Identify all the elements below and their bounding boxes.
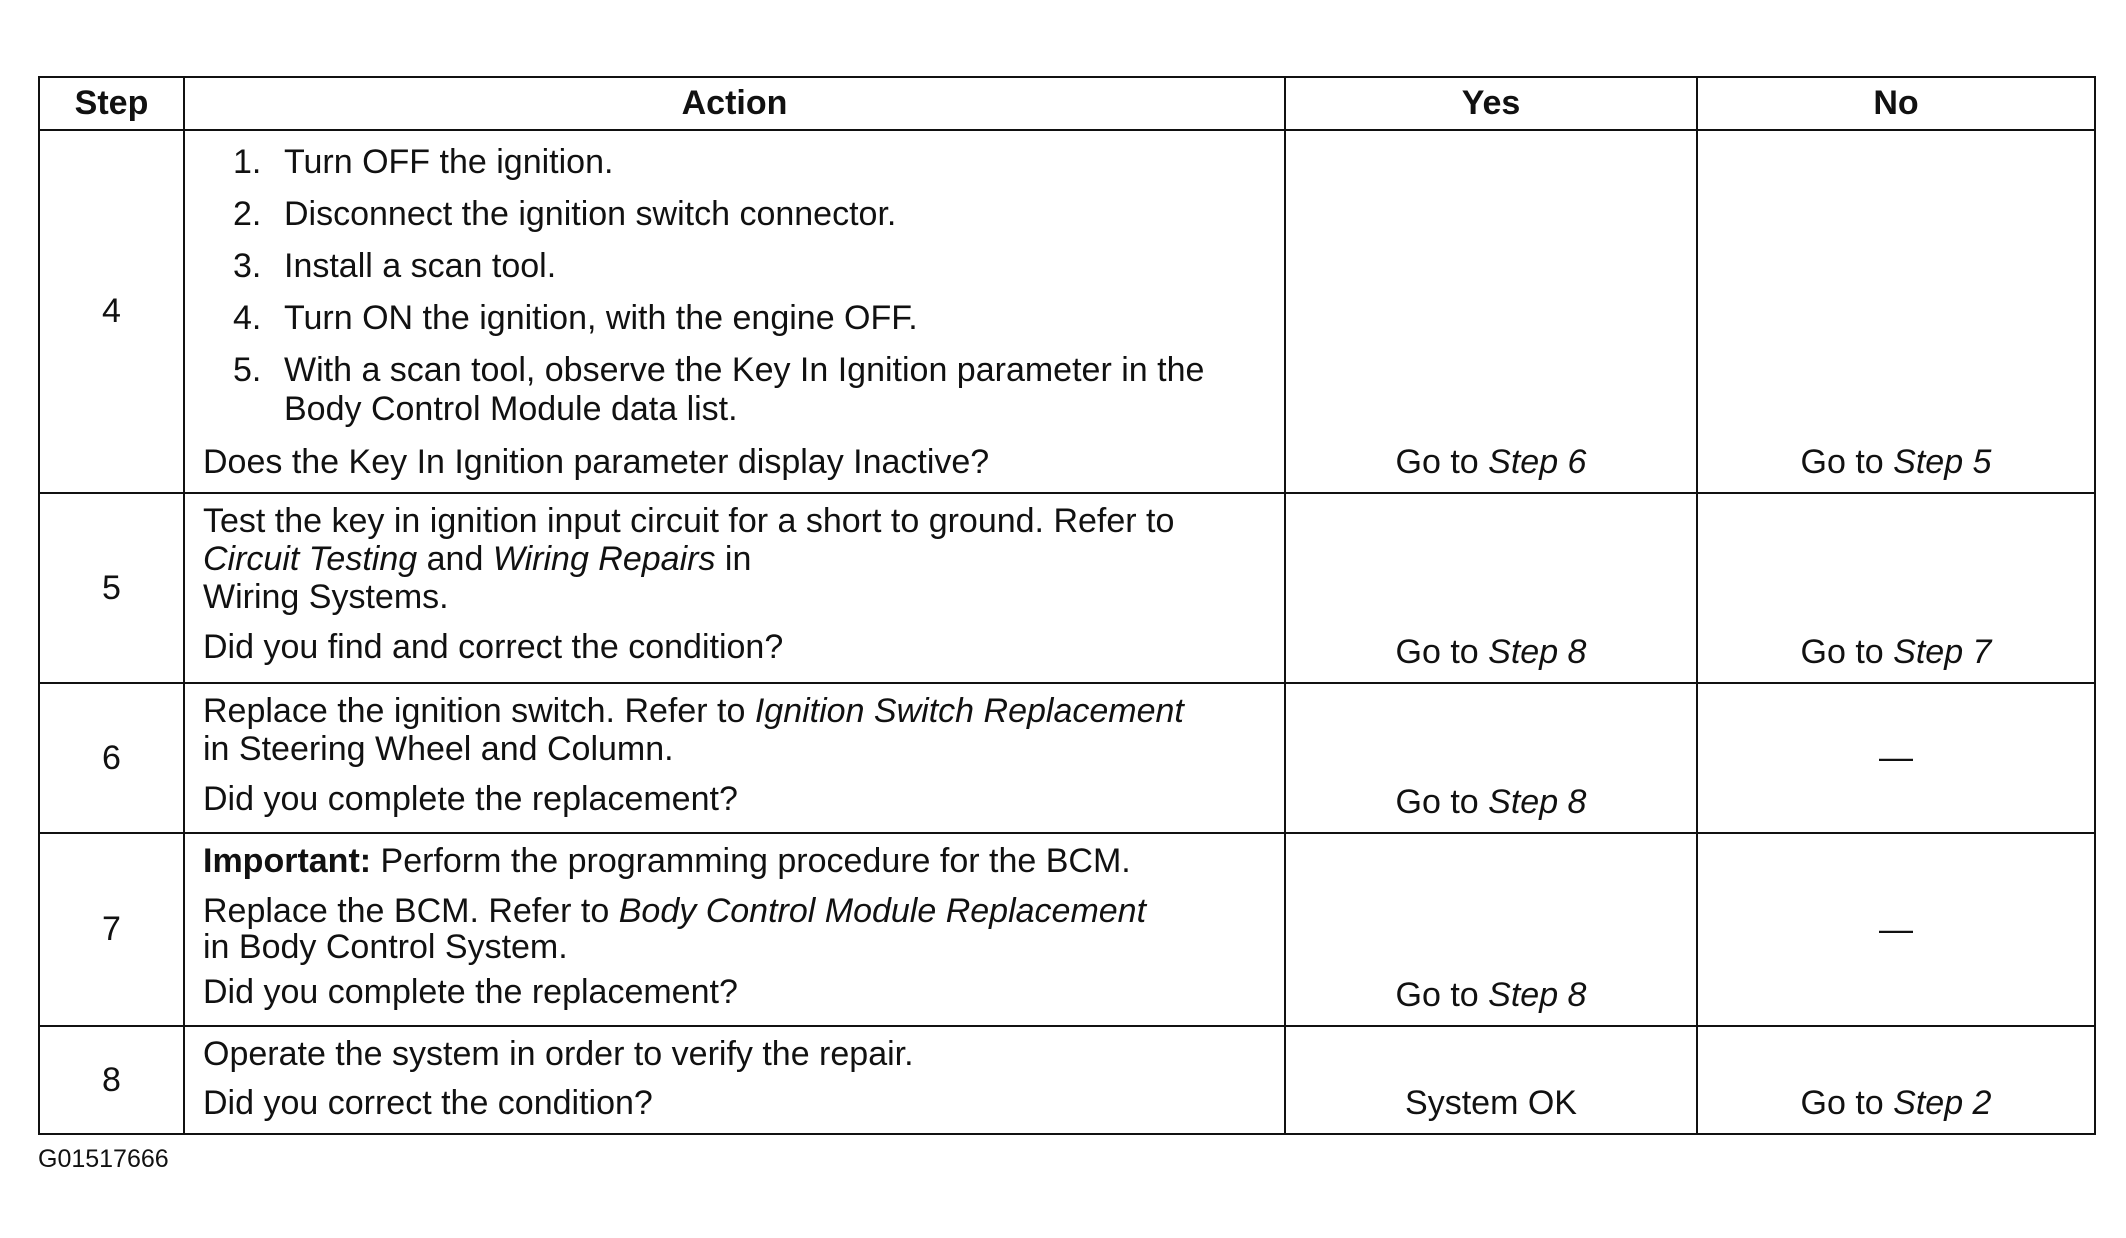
step-number: 4: [39, 130, 184, 493]
list-item-text: Turn ON the ignition, with the engine OFF.: [284, 299, 918, 337]
yes-cell: [1285, 130, 1697, 493]
yes-prefix: Go to: [1395, 443, 1479, 481]
step-number: 7: [39, 833, 184, 1026]
no-prefix: Go to: [1800, 443, 1884, 481]
instruction-text: Replace the ignition switch. Refer to Ignition Switch Replacement in Steering Wheel and Column.: [203, 692, 1184, 768]
step-number: 5: [39, 493, 184, 683]
reference-link[interactable]: Ignition Switch Replacement: [754, 692, 1184, 730]
yes-result: System OK: [1405, 1084, 1577, 1122]
header-yes: Yes: [1285, 77, 1697, 130]
yes-cell: [1285, 1026, 1697, 1134]
table-row-step-7: [39, 833, 2095, 1026]
list-item: [203, 195, 1270, 234]
important-label: Important:: [203, 842, 372, 880]
important-note: [203, 842, 1270, 881]
reference-link[interactable]: Circuit Testing: [203, 540, 418, 578]
table-row-step-8: [39, 1026, 2095, 1134]
action-cell: [184, 683, 1285, 833]
step-number: 8: [39, 1026, 184, 1134]
instruction-text: Operate the system in order to verify the repair.: [203, 1035, 914, 1073]
figure-id: G01517666: [38, 1145, 169, 1173]
important-text: Perform the programming procedure for the BCM.: [380, 842, 1131, 880]
instruction-list: [203, 143, 1270, 429]
list-item: [203, 247, 1270, 286]
diagnostic-table: [38, 76, 2096, 1135]
list-item: [203, 351, 1270, 429]
no-prefix: Go to: [1800, 633, 1884, 671]
no-dash: —: [1879, 910, 1913, 948]
header-step: Step: [39, 77, 184, 130]
header-no: No: [1697, 77, 2095, 130]
list-item-text: Disconnect the ignition switch connector.: [284, 195, 897, 233]
yes-cell: [1285, 493, 1697, 683]
yes-cell: [1285, 683, 1697, 833]
list-item-number: 5.: [233, 351, 262, 389]
list-item: [203, 299, 1270, 338]
no-cell: [1697, 1026, 2095, 1134]
no-cell: [1697, 493, 2095, 683]
question-text: Does the Key In Ignition parameter display Inactive?: [203, 443, 990, 481]
action-cell: [184, 1026, 1285, 1134]
action-cell: [184, 493, 1285, 683]
instruction-text: Test the key in ignition input circuit for a short to ground. Refer to Circuit Testing and Wiring Repairs in Wiring Systems.: [203, 502, 1175, 616]
list-item-text: Turn OFF the ignition.: [284, 143, 614, 181]
list-item-number: 3.: [233, 247, 262, 285]
table-row-step-5: [39, 493, 2095, 683]
table-row-step-6: [39, 683, 2095, 833]
list-item-number: 4.: [233, 299, 262, 337]
yes-step-link[interactable]: Step 6: [1488, 443, 1587, 481]
yes-step-link[interactable]: Step 8: [1488, 976, 1587, 1014]
header-row: [39, 77, 2095, 130]
list-item-text: With a scan tool, observe the Key In Ignition parameter in the Body Control Module data list.: [284, 351, 1205, 428]
reference-link[interactable]: Wiring Repairs: [492, 540, 716, 578]
question-text: Did you find and correct the condition?: [203, 628, 784, 666]
action-cell: [184, 833, 1285, 1026]
question-text: Did you complete the replacement?: [203, 780, 738, 818]
yes-prefix: Go to: [1395, 633, 1479, 671]
list-item-number: 1.: [233, 143, 262, 181]
no-prefix: Go to: [1800, 1084, 1884, 1122]
yes-step-link[interactable]: Step 8: [1488, 633, 1587, 671]
list-item-text: Install a scan tool.: [284, 247, 557, 285]
list-item: [203, 143, 1270, 182]
no-step-link[interactable]: Step 2: [1893, 1084, 1992, 1122]
no-cell: [1697, 833, 2095, 1026]
question-text: Did you complete the replacement?: [203, 973, 738, 1011]
yes-prefix: Go to: [1395, 976, 1479, 1014]
no-cell: [1697, 130, 2095, 493]
no-step-link[interactable]: Step 5: [1893, 443, 1992, 481]
action-cell: [184, 130, 1285, 493]
step-number: 6: [39, 683, 184, 833]
no-cell: [1697, 683, 2095, 833]
question-text: Did you correct the condition?: [203, 1084, 653, 1122]
yes-prefix: Go to: [1395, 783, 1479, 821]
yes-cell: [1285, 833, 1697, 1026]
no-dash: —: [1879, 738, 1913, 777]
list-item-number: 2.: [233, 195, 262, 233]
header-action: Action: [184, 77, 1285, 130]
no-step-link[interactable]: Step 7: [1893, 633, 1992, 671]
reference-link[interactable]: Body Control Module Replacement: [618, 892, 1147, 930]
table-row-step-4: [39, 130, 2095, 493]
instruction-text: Replace the BCM. Refer to Body Control Module Replacement in Body Control System.: [203, 892, 1147, 966]
yes-step-link[interactable]: Step 8: [1488, 783, 1587, 821]
